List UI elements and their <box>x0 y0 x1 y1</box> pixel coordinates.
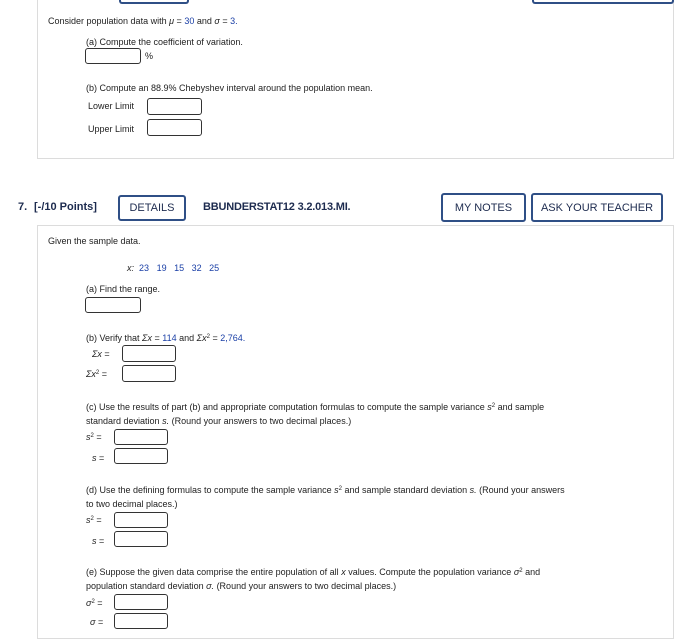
q7-part-e-line1: (e) Suppose the given data comprise the entire population of all x values. Compute the population variance $\sigma^2$ and <box>86 567 541 577</box>
e-population-sd-input[interactable] <box>114 613 168 629</box>
q7-part-b: (b) Verify that Σx = 114 and $\Sigma x^2 = 2,764$. <box>86 333 246 343</box>
range-input[interactable] <box>85 297 141 313</box>
x-value: 19 <box>156 263 167 273</box>
my-notes-button[interactable]: MY NOTES <box>441 193 526 222</box>
c-s-label: s = <box>92 453 105 463</box>
sum-x-label: Σx = <box>92 349 110 359</box>
e-sigma-label: σ = <box>90 617 104 627</box>
e-sigma2-label: $\sigma^2$ = <box>86 598 103 608</box>
x-value: 23 <box>139 263 150 273</box>
x-value: 25 <box>209 263 220 273</box>
c-sample-sd-input[interactable] <box>114 448 168 464</box>
lower-limit-input[interactable] <box>147 98 202 115</box>
c-sample-variance-input[interactable] <box>114 429 168 445</box>
d-sample-variance-input[interactable] <box>114 512 168 528</box>
question-number: 7. <box>18 201 28 213</box>
sum-x-input[interactable] <box>122 345 176 362</box>
d-sample-sd-input[interactable] <box>114 531 168 547</box>
coefficient-of-variation-input[interactable] <box>85 48 141 64</box>
problem-code: BBUNDERSTAT12 3.2.013.MI. <box>203 201 351 213</box>
q7-part-d-line1: (d) Use the defining formulas to compute the sample variance $s^2$ and sample standard deviation s. (Round your answers <box>86 485 565 495</box>
sum-x2-input[interactable] <box>122 365 176 382</box>
given-text: Given the sample data. <box>48 236 141 246</box>
x-value: 32 <box>191 263 202 273</box>
upper-limit-label: Upper Limit <box>88 124 135 134</box>
ask-your-teacher-button[interactable]: ASK YOUR TEACHER <box>531 193 663 222</box>
q7-part-e-line2: population standard deviation σ. (Round your answers to two decimal places.) <box>86 581 397 591</box>
q6-part-a: (a) Compute the coefficient of variation. <box>86 37 243 47</box>
lower-limit-label: Lower Limit <box>88 101 135 111</box>
sum-x2-label: $\Sigma x^2$ = <box>86 369 108 379</box>
q6-intro: Consider population data with μ = 30 and σ = 3. <box>48 16 238 26</box>
q6-part-b: (b) Compute an 88.9% Chebyshev interval around the population mean. <box>86 83 373 93</box>
d-s-label: s = <box>92 536 105 546</box>
q7-part-d-line2: to two decimal places.) <box>86 499 178 509</box>
e-population-variance-input[interactable] <box>114 594 168 610</box>
d-s2-label: $s^2$ = <box>86 515 102 525</box>
q7-part-a: (a) Find the range. <box>86 284 161 294</box>
percent-unit: % <box>145 51 154 61</box>
x-value: 15 <box>174 263 185 273</box>
sample-data: x: 23 19 15 32 25 <box>127 263 220 273</box>
q7-part-c-line1: (c) Use the results of part (b) and appropriate computation formulas to compute the sample variance $s^2$ and sample <box>86 402 545 412</box>
top-button-edge-left <box>119 0 189 4</box>
top-button-edge-right <box>532 0 674 4</box>
c-s2-label: $s^2$ = <box>86 432 102 442</box>
details-button[interactable]: DETAILS <box>118 195 186 221</box>
points-label: [-/10 Points] <box>34 201 97 213</box>
q7-part-c-line2: standard deviation s. (Round your answers to two decimal places.) <box>86 416 352 426</box>
upper-limit-input[interactable] <box>147 119 202 136</box>
